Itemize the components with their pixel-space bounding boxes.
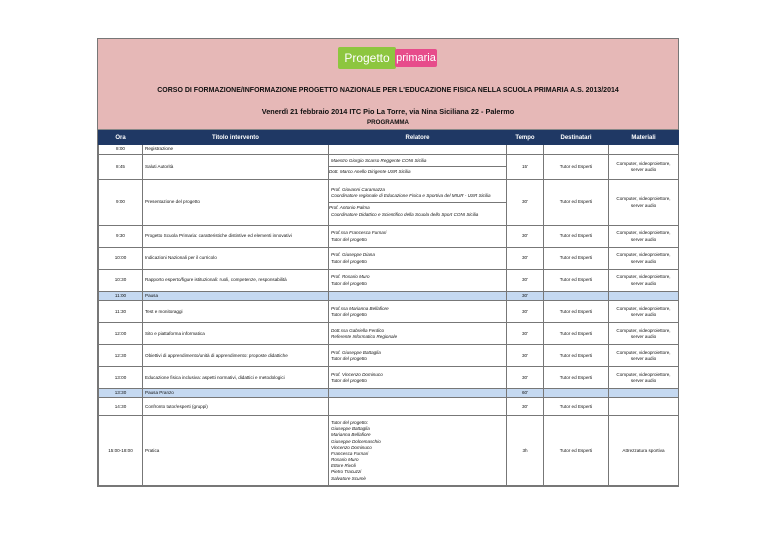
- cell-titolo: Pausa Pranzo: [143, 389, 329, 398]
- relatore-line: Francesca Furnari: [331, 450, 369, 456]
- cell-titolo: Test e monitoraggi: [143, 301, 329, 323]
- cell-ora: 9:00: [99, 180, 143, 226]
- col-header-tempo: Tempo: [507, 131, 544, 145]
- cell-materiali: Computer, videoproiettore, server audio: [609, 345, 679, 367]
- table-row: [99, 301, 679, 323]
- course-title: CORSO DI FORMAZIONE/INFORMAZIONE PROGETTO NAZIONALE PER L'EDUCAZIONE FISICA NELLA SCUOLA PRIMARIA A.S. 2013/2014: [157, 87, 619, 94]
- cell-materiali: [609, 292, 679, 301]
- relatore-line: Maestro Giorgio Scarso Reggente CONI Sicilia: [331, 157, 427, 163]
- relatore-line: Tutor del progetto:: [331, 419, 369, 425]
- cell-relatore: [329, 345, 507, 367]
- cell-materiali: Computer, videoproiettore, server audio: [609, 226, 679, 248]
- schedule-table: [98, 130, 679, 486]
- cell-tempo: 30': [507, 226, 544, 248]
- relatore-line: Prof. Rosario Muro: [331, 274, 370, 280]
- cell-relatore: [329, 398, 507, 416]
- cell-relatore: [329, 248, 507, 270]
- program-sheet: [97, 38, 679, 487]
- cell-materiali: Attrezzatura sportiva: [609, 416, 679, 486]
- header-banner: [98, 39, 678, 130]
- relatore-line: Tutor del progetto: [331, 258, 367, 264]
- cell-relatore: [329, 145, 507, 155]
- cell-relatore: [329, 389, 507, 398]
- table-row: [99, 367, 679, 389]
- cell-relatore: [329, 155, 507, 180]
- relatore-line: Coordinatore regionale di Educazione Fisica e Sportiva del MIUR - USR Sicilia: [331, 193, 491, 199]
- cell-materiali: [609, 145, 679, 155]
- cell-ora: 9:30: [99, 226, 143, 248]
- cell-titolo: Confronto tutor/esperti (gruppi): [143, 398, 329, 416]
- cell-titolo: Presentazione del progetto: [143, 180, 329, 226]
- cell-relatore: [329, 416, 507, 486]
- cell-tempo: 30': [507, 367, 544, 389]
- cell-destinatari: Tutor ed Esperti: [544, 367, 609, 389]
- cell-ora: 11:00: [99, 292, 143, 301]
- relatore-line: Dott. Marco Anello Dirigente USR Sicilia: [329, 166, 506, 175]
- cell-materiali: [609, 398, 679, 416]
- progetto-primaria-logo: [338, 47, 436, 73]
- relatore-line: Tutor del progetto: [331, 377, 367, 383]
- cell-tempo: 3h: [507, 416, 544, 486]
- cell-titolo: Sito e piattaforma informatica: [143, 323, 329, 345]
- table-row: [99, 416, 679, 486]
- cell-destinatari: Tutor ed Esperti: [544, 270, 609, 292]
- relatore-line: Giuseppe Battaglia: [331, 426, 370, 432]
- table-header-row: [99, 131, 679, 145]
- relatore-line: Prof. Giuseppe Diana: [331, 252, 375, 258]
- cell-tempo: 30': [507, 270, 544, 292]
- relatore-line: Tutor del progetto: [331, 236, 367, 242]
- col-header-ora: Ora: [99, 131, 143, 145]
- cell-destinatari: [544, 389, 609, 398]
- cell-tempo: 30': [507, 248, 544, 270]
- cell-relatore: [329, 301, 507, 323]
- cell-tempo: 30': [507, 301, 544, 323]
- table-row: [99, 323, 679, 345]
- cell-destinatari: Tutor ed Esperti: [544, 248, 609, 270]
- relatore-line: Salvatore Scumè: [331, 475, 366, 481]
- table-row: [99, 145, 679, 155]
- cell-ora: 14:30: [99, 398, 143, 416]
- relatore-line: Referente Informatico Regionale: [331, 333, 398, 339]
- relatore-line: Tutor del progetto: [331, 311, 367, 317]
- cell-destinatari: Tutor ed Esperti: [544, 323, 609, 345]
- cell-titolo: Rapporto esperto/figure istituzionali: ruoli, competenze, responsabilità: [143, 270, 329, 292]
- cell-destinatari: Tutor ed Esperti: [544, 226, 609, 248]
- cell-materiali: Computer, videoproiettore, server audio: [609, 323, 679, 345]
- relatore-line: Dott.ssa Gabriella Ferdico: [331, 327, 385, 333]
- cell-relatore: [329, 180, 507, 226]
- cell-ora: 13:30: [99, 389, 143, 398]
- cell-titolo: Pratica: [143, 416, 329, 486]
- col-header-relatore: Relatore: [329, 131, 507, 145]
- cell-tempo: [507, 145, 544, 155]
- relatore-line: Marianna Bellafiore: [331, 432, 371, 438]
- cell-tempo: 30': [507, 345, 544, 367]
- cell-destinatari: [544, 292, 609, 301]
- cell-titolo: Educazione fisica inclusiva: aspetti normativi, didattici e metodologici: [143, 367, 329, 389]
- table-row: [99, 226, 679, 248]
- cell-ora: 8:00: [99, 145, 143, 155]
- cell-materiali: Computer, videoproiettore, server audio: [609, 270, 679, 292]
- cell-ora: 10:30: [99, 270, 143, 292]
- cell-relatore: [329, 292, 507, 301]
- cell-titolo: Obiettivi di apprendimento/unità di apprendimento: proposte didattiche: [143, 345, 329, 367]
- cell-tempo: 60': [507, 389, 544, 398]
- cell-tempo: 30': [507, 323, 544, 345]
- cell-tempo: 30': [507, 292, 544, 301]
- cell-materiali: [609, 389, 679, 398]
- col-header-destinatari: Destinatari: [544, 131, 609, 145]
- logo-part-1: Progetto: [338, 47, 396, 69]
- cell-tempo: 30': [507, 398, 544, 416]
- table-row: [99, 155, 679, 180]
- cell-destinatari: Tutor ed Esperti: [544, 416, 609, 486]
- cell-destinatari: Tutor ed Esperti: [544, 301, 609, 323]
- cell-ora: 12:30: [99, 345, 143, 367]
- col-header-materiali: Materiali: [609, 131, 679, 145]
- program-label: PROGRAMMA: [367, 119, 409, 126]
- table-row: [99, 345, 679, 367]
- cell-materiali: Computer, videoproiettore, server audio: [609, 301, 679, 323]
- relatore-line: Prof. Antonio Palma: [329, 202, 506, 211]
- relatore-line: Ettore Rivoli: [331, 463, 356, 469]
- pause-row: [99, 389, 679, 398]
- table-row: [99, 248, 679, 270]
- cell-titolo: Indicazioni Nazionali per il curricolo: [143, 248, 329, 270]
- col-header-titolo: Titolo intervento: [143, 131, 329, 145]
- relatore-line: Prof. Vincenzo Dominuco: [331, 371, 383, 377]
- table-row: [99, 270, 679, 292]
- cell-titolo: Saluti Autorità: [143, 155, 329, 180]
- relatore-line: Giuseppe Dolcemaschio: [331, 438, 381, 444]
- cell-materiali: Computer, videoproiettore, server audio: [609, 367, 679, 389]
- cell-materiali: Computer, videoproiettore, server audio: [609, 155, 679, 180]
- table-row: [99, 180, 679, 226]
- cell-materiali: Computer, videoproiettore, server audio: [609, 248, 679, 270]
- cell-relatore: [329, 270, 507, 292]
- relatore-line: Rosario Muro: [331, 457, 359, 463]
- cell-relatore: [329, 323, 507, 345]
- relatore-line: Prof. Giuseppe Battaglia: [331, 349, 381, 355]
- cell-ora: 8:45: [99, 155, 143, 180]
- relatore-line: Tutor del progetto: [331, 280, 367, 286]
- cell-destinatari: Tutor ed Esperti: [544, 180, 609, 226]
- cell-ora: 11:30: [99, 301, 143, 323]
- venue-date: Venerdì 21 febbraio 2014 ITC Pio La Torre, via Nina Siciliana 22 - Palermo: [261, 107, 515, 116]
- cell-tempo: 15': [507, 155, 544, 180]
- relatore-line: Vincenzo Dominuco: [331, 444, 372, 450]
- cell-ora: 15:00-18:00: [99, 416, 143, 486]
- cell-titolo: Progetto Scuola Primaria: caratteristiche distintive ed elementi innovativi: [143, 226, 329, 248]
- cell-destinatari: [544, 145, 609, 155]
- cell-tempo: 30': [507, 180, 544, 226]
- cell-relatore: [329, 367, 507, 389]
- logo-part-2: primaria: [395, 49, 437, 67]
- cell-titolo: Registrazione: [143, 145, 329, 155]
- cell-ora: 13:00: [99, 367, 143, 389]
- cell-titolo: Pausa: [143, 292, 329, 301]
- cell-destinatari: Tutor ed Esperti: [544, 398, 609, 416]
- cell-materiali: Computer, videoproiettore, server audio: [609, 180, 679, 226]
- relatore-line: Prof.ssa Francesca Furnari: [331, 230, 387, 236]
- cell-destinatari: Tutor ed Esperti: [544, 155, 609, 180]
- relatore-line: Coordinatore Didattico e Scientifico della Scuola dello Sport CONI Sicilia: [331, 211, 479, 217]
- cell-destinatari: Tutor ed Esperti: [544, 345, 609, 367]
- cell-ora: 10:00: [99, 248, 143, 270]
- pause-row: [99, 292, 679, 301]
- cell-ora: 12:00: [99, 323, 143, 345]
- relatore-line: Tutor del progetto: [331, 355, 367, 361]
- cell-relatore: [329, 226, 507, 248]
- table-row: [99, 398, 679, 416]
- relatore-line: Pietro Tracuzzi: [331, 469, 362, 475]
- relatore-line: Prof. Giovanni Caramazza: [331, 187, 385, 193]
- relatore-line: Prof.ssa Marianna Bellafiore: [331, 305, 389, 311]
